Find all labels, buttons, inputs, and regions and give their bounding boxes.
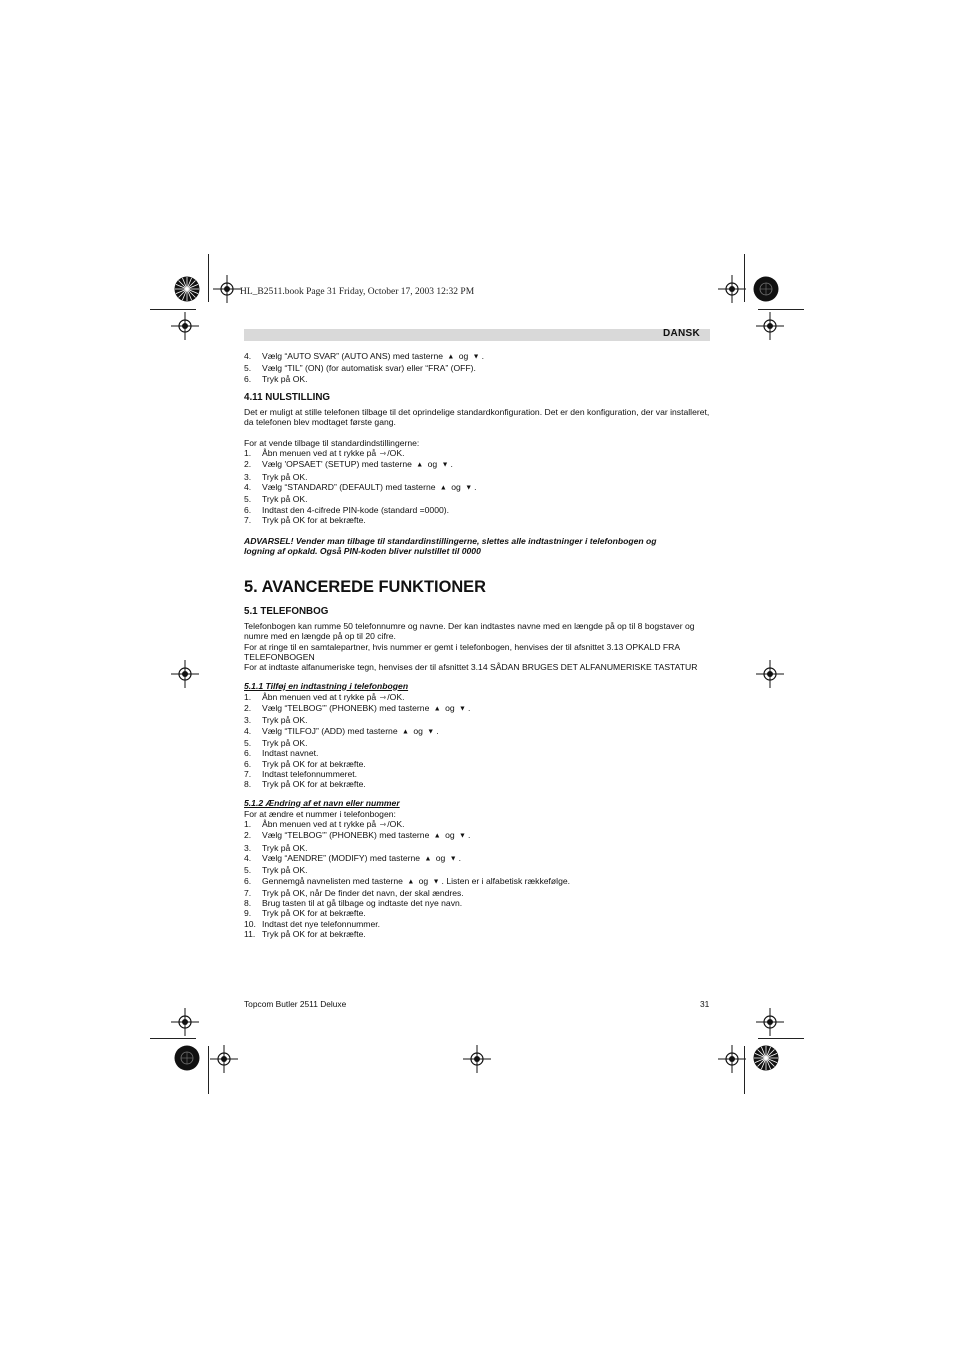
step-tail: /OK.	[387, 819, 405, 830]
list-item	[244, 830, 710, 842]
list-item	[244, 748, 710, 758]
step-number: 8.	[244, 779, 252, 790]
step-text: Vælg “AENDRE” (MODIFY) med tasterne	[262, 852, 421, 863]
step-text: Tryk på OK.	[262, 738, 308, 749]
list-item	[244, 494, 710, 504]
crop-mark	[744, 1046, 745, 1094]
section-4-11-intro: Det er muligt at stille telefonen tilbage til det oprindelige standardkonfiguration. Det er den konfiguration, der var installeret, da telefonen blev modtaget første gang.	[244, 407, 710, 428]
registration-mark-icon	[213, 275, 241, 303]
step-text: Vælg “TELBOG'” (PHONEBK) med tasterne	[262, 703, 430, 714]
step-text: Åbn menuen ved at t rykke på	[262, 448, 377, 459]
arrow-up-icon: ▲	[402, 728, 409, 736]
step-text: Tryk på OK for at bekræfte.	[262, 758, 366, 769]
arrow-down-icon: ▼	[427, 728, 435, 736]
step-text: Åbn menuen ved at t rykke på	[262, 691, 377, 702]
step-number: 5.	[244, 738, 252, 749]
menu-key-icon: ⇾	[379, 449, 387, 459]
list-item	[244, 505, 710, 515]
step-text: Tryk på OK for at bekræfte.	[262, 779, 366, 790]
crop-mark	[208, 1046, 209, 1094]
step-text: Tryk på OK for at bekræfte.	[262, 514, 366, 525]
step-number: 4.	[244, 351, 252, 361]
list-item	[244, 448, 710, 459]
target-circle-icon	[174, 1045, 200, 1071]
section-5-1-2-heading: 5.1.2 Ændring af et navn eller nummer	[244, 797, 400, 808]
arrow-up-icon: ▲	[407, 878, 415, 886]
step-text: Brug tasten til at gå tilbage og indtaste det nye navn.	[262, 898, 463, 909]
arrow-up-icon: ▲	[433, 705, 441, 713]
arrow-down-icon: ▼	[432, 878, 440, 886]
list-item	[244, 715, 710, 725]
step-tail: /OK.	[387, 691, 405, 702]
warning-note	[244, 536, 710, 557]
step-number: 7.	[244, 514, 252, 525]
step-text: Vælg “STANDARD” (DEFAULT) med tasterne	[262, 481, 436, 492]
og-word: og	[442, 703, 458, 714]
step-text: Tryk på OK, når De finder det navn, der skal ændres.	[262, 887, 464, 898]
step-number: 7.	[244, 887, 252, 898]
og-word: og	[448, 481, 464, 492]
crop-mark	[758, 1038, 804, 1039]
list-item	[244, 472, 710, 482]
registration-mark-icon	[171, 312, 199, 340]
step-number: 8.	[244, 898, 252, 909]
step-number: 9.	[244, 908, 252, 919]
registration-mark-icon	[463, 1045, 491, 1073]
list-item	[244, 692, 710, 703]
section-5-1-para: For at ringe til en samtalepartner, hvis nummer er gemt i telefonbogen, henvises der til afsnittet 3.13 OPKALD FRA TELEFONBOGEN	[244, 641, 680, 662]
step-number: 4.	[244, 852, 252, 863]
crop-mark	[208, 254, 209, 302]
list-item	[244, 929, 710, 939]
arrow-down-icon: ▼	[459, 832, 466, 840]
warning-line: ADVARSEL! Vender man tilbage til standardinstillingerne, slettes alle indtastninger i telefonbogen og	[244, 536, 657, 547]
step-tail: .	[474, 481, 477, 492]
list-item	[244, 726, 710, 738]
og-word: og	[456, 351, 471, 361]
arrow-up-icon: ▲	[433, 832, 441, 840]
step-text: Tryk på OK.	[262, 865, 308, 876]
crop-mark	[150, 1038, 196, 1039]
arrow-up-icon: ▲	[447, 353, 455, 361]
list-item	[244, 865, 710, 875]
list-item	[244, 351, 710, 363]
section-5-1-heading: 5.1 TELEFONBOG	[244, 605, 329, 617]
step-number: 6.	[244, 875, 252, 886]
top-steps-list	[244, 351, 710, 384]
og-word: og	[442, 830, 458, 841]
step-text: Tryk på OK.	[262, 373, 308, 384]
og-word: og	[410, 725, 426, 736]
step-text: Vælg “TELBOG'” (PHONEBK) med tasterne	[262, 830, 430, 841]
arrow-down-icon: ▼	[459, 705, 466, 713]
step-text: Vælg 'OPSAET' (SETUP) med tasterne	[262, 459, 412, 470]
step-tail: .	[481, 351, 484, 361]
chapter-5-heading: 5. AVANCEREDE FUNKTIONER	[244, 577, 486, 596]
step-text: Tryk på OK.	[262, 471, 308, 482]
step-number: 3.	[244, 715, 252, 726]
og-word: og	[425, 459, 440, 470]
registration-mark-icon	[718, 275, 746, 303]
step-text: Tryk på OK.	[262, 842, 308, 853]
footer-product: Topcom Butler 2511 Deluxe	[244, 999, 347, 1009]
crop-mark	[758, 309, 804, 310]
warning-line: logning af opkald. Også PIN-koden bliver nulstillet til 0000	[244, 546, 481, 557]
step-number: 2.	[244, 459, 252, 470]
step-text: Indtast navnet.	[262, 748, 319, 759]
step-number: 11.	[244, 929, 256, 940]
registration-mark-icon	[756, 660, 784, 688]
list-item	[244, 819, 710, 830]
list-item	[244, 779, 710, 789]
menu-key-icon: ⇾	[379, 692, 387, 702]
step-text: Tryk på OK for at bekræfte.	[262, 929, 366, 940]
list-item	[244, 888, 710, 898]
arrow-up-icon: ▲	[416, 461, 424, 469]
step-text: Tryk på OK for at bekræfte.	[262, 908, 366, 919]
step-tail: .	[458, 852, 462, 863]
arrow-up-icon: ▲	[424, 855, 432, 863]
arrow-down-icon: ▼	[441, 461, 449, 469]
step-text: Indtast den 4-cifrede PIN-kode (standard =0000).	[262, 504, 450, 515]
step-text: Vælg “TIL” (ON) (for automatisk svar) eller “FRA” (OFF).	[262, 363, 476, 374]
step-text: Vælg “AUTO SVAR” (AUTO ANS) med tasterne	[262, 351, 443, 361]
list-item	[244, 876, 710, 888]
section-4-11-steps	[244, 448, 710, 525]
step-text: Åbn menuen ved at t rykke på	[262, 819, 377, 830]
section-5-1-para: For at indtaste alfanumeriske tegn, henvises der til afsnittet 3.14 SÅDAN BRUGES DET ALFANUMERISKE TASTATUR	[244, 662, 698, 673]
list-item	[244, 898, 710, 908]
step-number: 1.	[244, 448, 252, 459]
list-item	[244, 515, 710, 525]
crop-mark	[744, 254, 745, 302]
step-number: 1.	[244, 691, 252, 702]
step-number: 4.	[244, 725, 252, 736]
step-number: 7.	[244, 768, 252, 779]
list-item	[244, 363, 710, 373]
step-tail: /OK.	[387, 448, 405, 459]
crop-mark	[150, 309, 196, 310]
arrow-down-icon: ▼	[449, 855, 457, 863]
list-item	[244, 374, 710, 384]
step-number: 2.	[244, 703, 252, 714]
section-5-1-para: Telefonbogen kan rumme 50 telefonnumre og navne. Der kan indtastes navne med en længde på op til 8 bogstaver og numre med en længde på op til 20 cifre.	[244, 621, 695, 642]
main-content	[244, 351, 710, 939]
step-number: 6.	[244, 373, 252, 384]
list-item	[244, 738, 710, 748]
step-text: Tryk på OK.	[262, 715, 308, 726]
step-number: 6.	[244, 758, 252, 769]
section-4-11-heading: 4.11 NULSTILLING	[244, 391, 331, 403]
step-number: 10.	[244, 918, 256, 929]
section-5-1-1-steps	[244, 692, 710, 790]
arrow-down-icon: ▼	[465, 484, 473, 492]
og-word: og	[433, 852, 448, 863]
registration-mark-icon	[756, 1008, 784, 1036]
list-item	[244, 908, 710, 918]
step-number: 6.	[244, 504, 252, 515]
registration-mark-icon	[171, 660, 199, 688]
registration-mark-icon	[210, 1045, 238, 1073]
step-number: 2.	[244, 830, 252, 841]
spacer	[244, 428, 710, 438]
registration-mark-icon	[171, 1008, 199, 1036]
starburst-target-icon	[753, 1045, 779, 1071]
print-slug: HL_B2511.book Page 31 Friday, October 17, 2003 12:32 PM	[240, 287, 475, 297]
step-tail: .	[450, 459, 453, 470]
step-text: Indtast telefonnummeret.	[262, 768, 358, 779]
step-number: 5.	[244, 865, 252, 876]
step-number: 4.	[244, 481, 252, 492]
step-number: 5.	[244, 363, 252, 374]
list-item	[244, 759, 710, 769]
step-text: Indtast det nye telefonnummer.	[262, 918, 380, 929]
section-5-1-1-heading: 5.1.1 Tilføj en indtastning i telefonbogen	[244, 680, 409, 691]
registration-mark-icon	[756, 312, 784, 340]
list-item	[244, 843, 710, 853]
step-number: 3.	[244, 471, 252, 482]
list-item	[244, 459, 710, 471]
arrow-down-icon: ▼	[472, 353, 480, 361]
section-5-1-2-steps	[244, 819, 710, 939]
menu-key-icon: ⇾	[379, 820, 387, 830]
step-number: 3.	[244, 842, 252, 853]
starburst-target-icon	[174, 276, 200, 302]
step-number: 5.	[244, 494, 252, 505]
section-5-1-2-lead: For at ændre et nummer i telefonbogen:	[244, 808, 396, 819]
header-bar	[244, 329, 710, 341]
registration-mark-icon	[718, 1045, 746, 1073]
list-item	[244, 919, 710, 929]
step-number: 1.	[244, 819, 252, 830]
step-number: 6.	[244, 748, 252, 759]
step-tail: .	[467, 830, 471, 841]
step-text: Gennemgå navnelisten med tasterne	[262, 875, 403, 886]
list-item	[244, 769, 710, 779]
step-tail: .	[467, 703, 471, 714]
step-text: Tryk på OK.	[262, 494, 308, 505]
step-tail: . Listen er i alfabetisk rækkefølge.	[441, 875, 571, 886]
step-text: Vælg “TILFOJ” (ADD) med tasterne	[262, 725, 398, 736]
list-item	[244, 703, 710, 715]
language-label: DANSK	[662, 328, 700, 339]
step-tail: .	[436, 725, 439, 736]
footer-page-number: 31	[700, 999, 710, 1009]
target-circle-icon	[753, 276, 779, 302]
og-word: og	[416, 875, 431, 886]
list-item	[244, 853, 710, 865]
list-item	[244, 482, 710, 494]
section-4-11-lead: For at vende tilbage til standardindstillingerne:	[244, 437, 420, 448]
arrow-up-icon: ▲	[439, 484, 447, 492]
